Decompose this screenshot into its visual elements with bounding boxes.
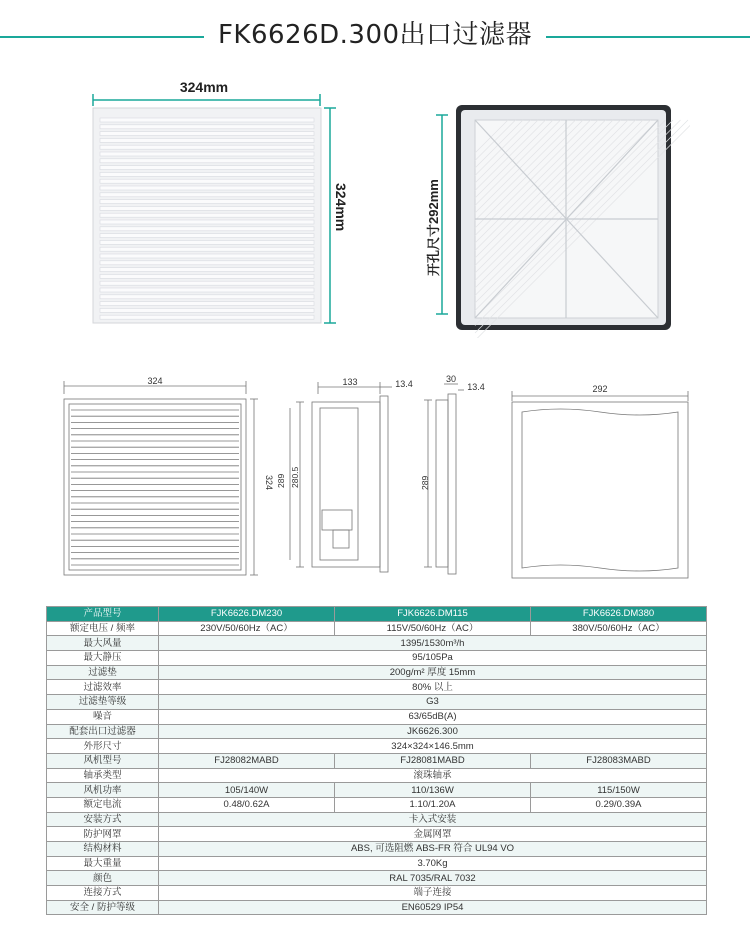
row-label: 过滤垫等级 (47, 695, 159, 710)
header-dm230: FJK6626.DM230 (159, 607, 335, 622)
louver-slat (100, 138, 314, 142)
small-side-drawing (424, 384, 464, 574)
row-cell: FJ28081MABD (335, 753, 531, 768)
louver-slat (100, 193, 314, 197)
cutout-drawing (512, 391, 688, 578)
louver-slat (100, 227, 314, 231)
louver-slat (100, 268, 314, 272)
row-label: 风机功率 (47, 783, 159, 798)
louver-slat (100, 132, 314, 136)
small-flange-label: 13.4 (467, 382, 485, 392)
row-label: 结构材料 (47, 842, 159, 857)
side-flange-label: 13.4 (395, 379, 413, 389)
front-drawing-height: 324 (264, 475, 274, 491)
louver-slat (100, 172, 314, 176)
header-dm380: FJK6626.DM380 (531, 607, 707, 622)
row-value: 金属网罩 (159, 827, 707, 842)
table-row (47, 856, 707, 871)
side-height-outer: 289 (276, 473, 286, 488)
table-row (47, 695, 707, 710)
louver-slat (100, 179, 314, 183)
header-dm115: FJK6626.DM115 (335, 607, 531, 622)
table-row (47, 709, 707, 724)
row-cell: 110/136W (335, 783, 531, 798)
louver-slat (100, 254, 314, 258)
table-row (47, 871, 707, 886)
table-row (47, 797, 707, 812)
front-width-label: 324mm (179, 79, 229, 95)
row-cell: 380V/50/60Hz（AC） (531, 621, 707, 636)
table-row (47, 621, 707, 636)
louver-slat (100, 302, 314, 306)
row-value: JK6626.300 (159, 724, 707, 739)
table-row (47, 680, 707, 695)
row-value: ABS, 可选阻燃 ABS-FR 符合 UL94 VO (159, 842, 707, 857)
back-photo (420, 98, 690, 338)
row-value: EN60529 IP54 (159, 900, 707, 915)
table-row (47, 651, 707, 666)
louver-slat (100, 125, 314, 129)
row-value: 滚珠轴承 (159, 768, 707, 783)
row-value: 3.70Kg (159, 856, 707, 871)
cutout-width-label: 292 (592, 384, 608, 394)
row-label: 风机型号 (47, 753, 159, 768)
row-cell: 1.10/1.20A (335, 797, 531, 812)
row-value: 200g/m² 厚度 15mm (159, 665, 707, 680)
louver-slat (100, 288, 314, 292)
row-label: 最大静压 (47, 651, 159, 666)
table-row (47, 812, 707, 827)
row-cell: FJ28083MABD (531, 753, 707, 768)
table-row (47, 768, 707, 783)
louver-slat (100, 200, 314, 204)
louver-slat (100, 261, 314, 265)
row-label: 外形尺寸 (47, 739, 159, 754)
row-label: 配套出口过滤器 (47, 724, 159, 739)
row-cell: 230V/50/60Hz（AC） (159, 621, 335, 636)
row-label: 安装方式 (47, 812, 159, 827)
table-row (47, 842, 707, 857)
table-row (47, 886, 707, 901)
row-label: 额定电压 / 频率 (47, 621, 159, 636)
technical-drawings (0, 370, 750, 590)
header-model: 产品型号 (47, 607, 159, 622)
front-drawing-width: 324 (147, 376, 163, 386)
louver-slat (100, 234, 314, 238)
row-cell: 0.48/0.62A (159, 797, 335, 812)
row-label: 最大风量 (47, 636, 159, 651)
table-row (47, 636, 707, 651)
table-row (47, 665, 707, 680)
row-label: 最大重量 (47, 856, 159, 871)
row-label: 轴承类型 (47, 768, 159, 783)
front-photo (80, 78, 370, 338)
louver-slat (100, 295, 314, 299)
front-drawing (64, 381, 258, 575)
row-value: 卡入式安装 (159, 812, 707, 827)
side-depth-label: 133 (342, 377, 358, 387)
row-value: 324×324×146.5mm (159, 739, 707, 754)
row-value: 95/105Pa (159, 651, 707, 666)
side-drawing (290, 382, 392, 572)
front-height-label: 324mm (333, 183, 349, 232)
row-label: 过滤垫 (47, 665, 159, 680)
table-row (47, 827, 707, 842)
row-value: G3 (159, 695, 707, 710)
spec-header-row (47, 607, 707, 622)
cutout-label: 开孔尺寸292mm (426, 179, 441, 276)
small-depth-label: 30 (445, 374, 457, 384)
row-label: 连接方式 (47, 886, 159, 901)
louver-slat (100, 220, 314, 224)
louver-slat (100, 274, 314, 278)
row-label: 过滤效率 (47, 680, 159, 695)
louver-slat (100, 118, 314, 122)
row-cell: 0.29/0.39A (531, 797, 707, 812)
row-cell: 105/140W (159, 783, 335, 798)
louver-slat (100, 240, 314, 244)
spec-table (46, 606, 707, 915)
row-label: 噪音 (47, 709, 159, 724)
row-value: 80% 以上 (159, 680, 707, 695)
row-value: RAL 7035/RAL 7032 (159, 871, 707, 886)
row-value: 63/65dB(A) (159, 709, 707, 724)
row-label: 额定电流 (47, 797, 159, 812)
table-row (47, 900, 707, 915)
table-row (47, 753, 707, 768)
louver-slat (100, 308, 314, 312)
row-cell: FJ28082MABD (159, 753, 335, 768)
louver-slat (100, 281, 314, 285)
table-row (47, 724, 707, 739)
louver-slat (100, 315, 314, 319)
page-title-text: FK6626D.300出口过滤器 (204, 20, 546, 50)
row-label: 防护网罩 (47, 827, 159, 842)
row-cell: 115/150W (531, 783, 707, 798)
row-label: 安全 / 防护等级 (47, 900, 159, 915)
louver-slat (100, 166, 314, 170)
row-value: 端子连接 (159, 886, 707, 901)
louver-slat (100, 186, 314, 190)
row-label: 颜色 (47, 871, 159, 886)
row-value: 1395/1530m³/h (159, 636, 707, 651)
louver-slat (100, 247, 314, 251)
small-height-label: 289 (420, 475, 430, 490)
louver-slat (100, 206, 314, 210)
row-cell: 115V/50/60Hz（AC） (335, 621, 531, 636)
louver-slat (100, 213, 314, 217)
table-row (47, 739, 707, 754)
side-height-inner: 280.5 (290, 466, 300, 488)
table-row (47, 783, 707, 798)
louver-slat (100, 152, 314, 156)
louver-slat (100, 159, 314, 163)
louver-slat (100, 145, 314, 149)
page-title (0, 14, 750, 51)
